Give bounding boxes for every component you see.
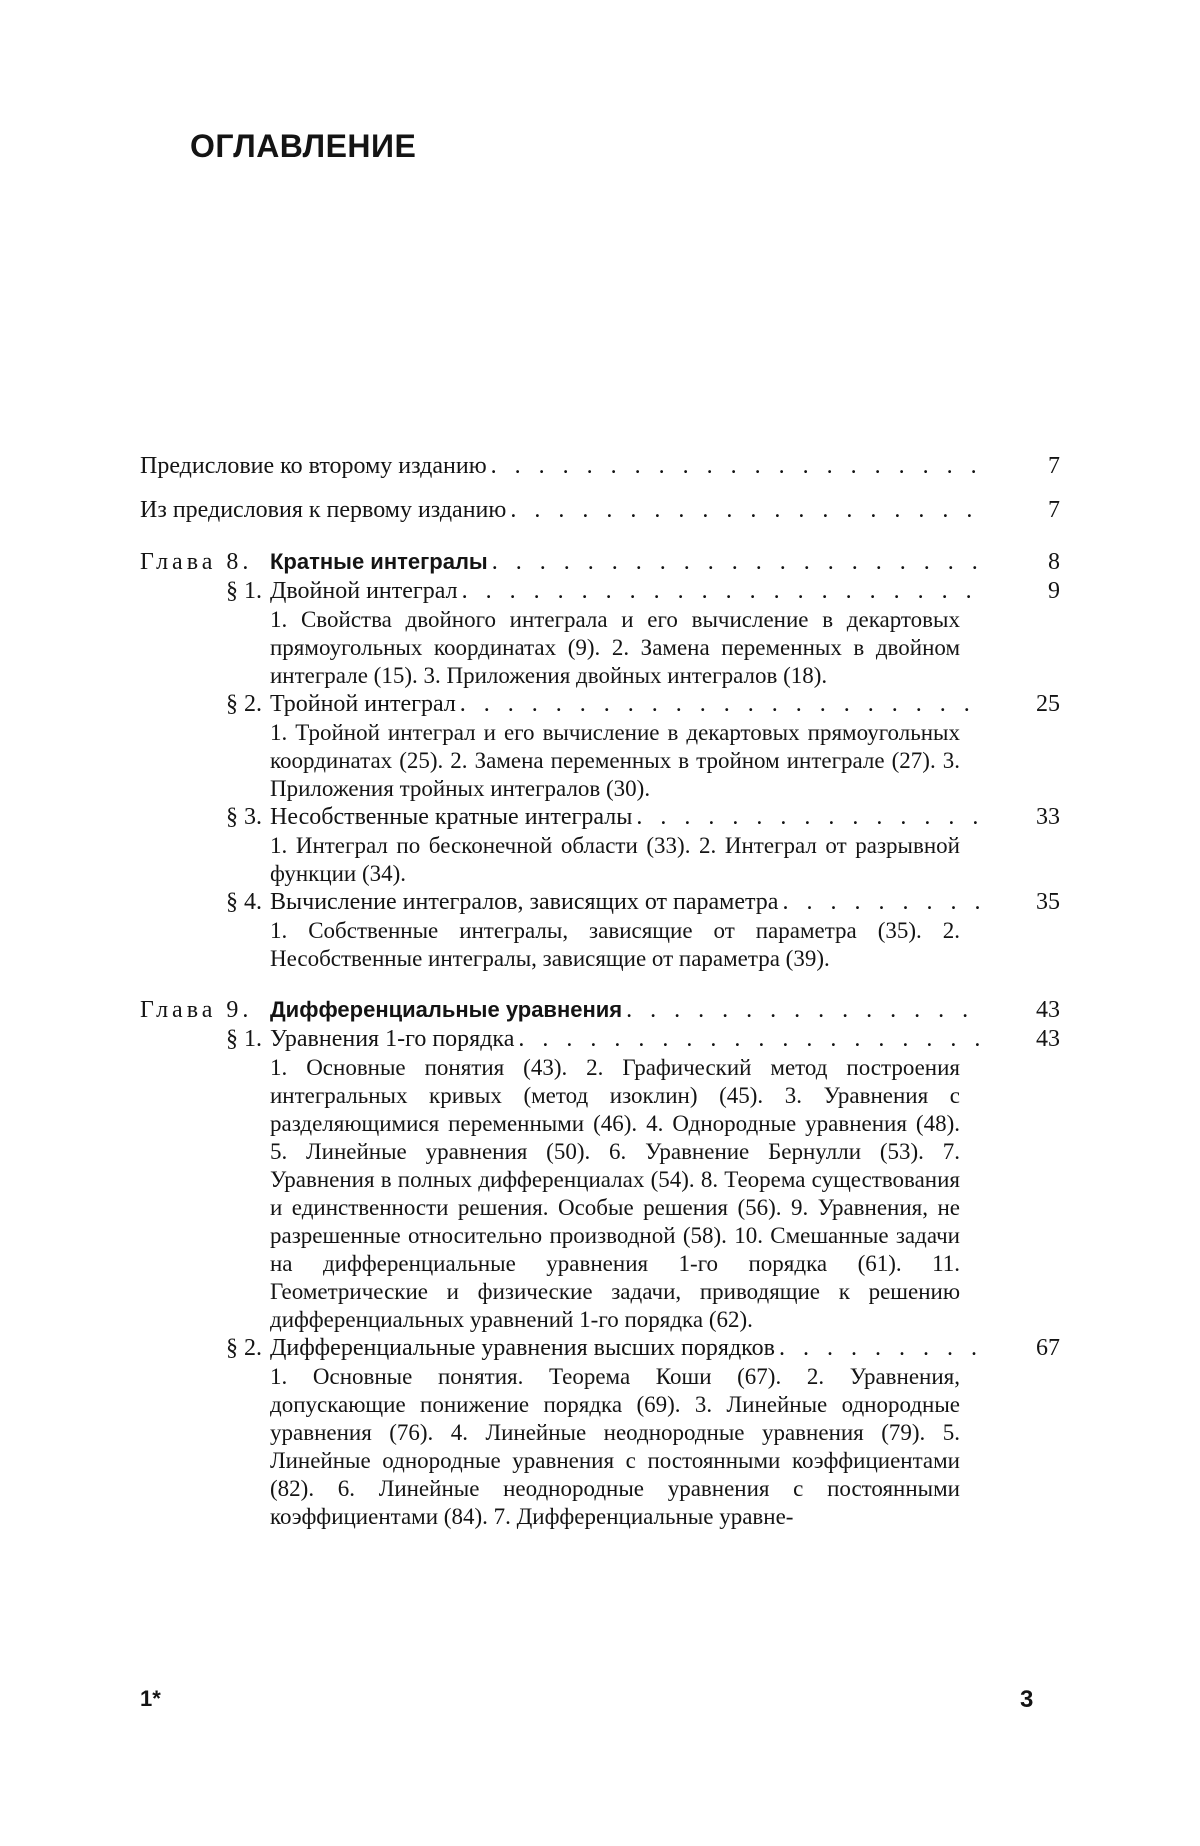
dot-leader [492,548,986,577]
toc-section-details [140,832,1060,888]
toc-section-details [140,917,1060,973]
toc-entry-page: 7 [1048,453,1060,479]
dot-leader [518,1025,986,1054]
toc-entry-page: 25 [1036,691,1060,717]
dot-leader [782,888,986,917]
toc-section-details-text: 1. Тройной интеграл и его вычисление в декартовых прямоугольных координатах (25). 2. Замена переменных в тройном интеграле (27). 3. Приложения тройных интегралов (30). [270,720,960,801]
toc-entry-title: Тройной интеграл [270,691,456,717]
toc-entry-title: Дифференциальные уравнения [270,997,623,1022]
toc-section-8-1 [140,577,1060,606]
toc-entry-page: 67 [1036,1335,1060,1361]
toc-entry-page: 35 [1036,889,1060,915]
toc-entry-title: Предисловие ко второму изданию [140,453,487,479]
toc-section-details-text: 1. Свойства двойного интеграла и его вычисление в декартовых прямоугольных координатах (9). 2. Замена переменных в двойном интеграле (15). 3. Приложения двойных интегралов (18). [270,607,960,688]
toc-entry-preface-first [140,496,1060,525]
toc-section-9-2 [140,1334,1060,1363]
dot-leader [460,690,986,719]
toc-section-label: § 2. [226,691,262,717]
toc-entry-page: 43 [1036,1026,1060,1052]
signature-mark: 1* [140,1686,161,1711]
toc-chapter-label: Глава 8. [140,549,253,575]
page-title: ОГЛАВЛЕНИЕ [190,128,417,164]
toc-section-label: § 3. [226,804,262,830]
toc-section-details-text: 1. Основные понятия. Теорема Коши (67). 2. Уравнения, допускающие понижение порядка (69). 3. Линейные однородные уравнения (76). 4. Линейные неоднородные уравнения (79). 5. Линейные однородные уравнения с постоянными коэффициентами (82). 6. Линейные неоднородные уравнения с постоянными коэффициентами (84). 7. Дифференциальные уравне- [270,1364,960,1529]
toc-section-details [140,606,1060,690]
toc-entry-page: 43 [1036,997,1060,1023]
toc-section-details-text: 1. Основные понятия (43). 2. Графический метод построения интегральных кривых (метод изоклин) (45). 3. Уравнения с разделяющимися переменными (46). 4. Однородные уравнения (48). 5. Линейные уравнения (50). 6. Уравнение Бернулли (53). 7. Уравнения в полных дифференциалах (54). 8. Теорема существования и единственности решения. Особые решения (56). 9. Уравнения, не разрешенные относительно производной (58). 10. Смешанные задачи на дифференциальные уравнения 1-го порядка (61). 11. Геометрические и физические задачи, приводящие к решению дифференциальных уравнений 1-го порядка (62). [270,1055,960,1332]
toc-entry-page: 33 [1036,804,1060,830]
toc-section-details-text: 1. Интеграл по бесконечной области (33). 2. Интеграл от разрывной функции (34). [270,833,960,886]
toc-section-8-3 [140,803,1060,832]
toc-section-8-4 [140,888,1060,917]
toc-entry-title: Вычисление интегралов, зависящих от параметра [270,889,779,915]
toc-entry-page: 8 [1048,549,1060,575]
toc-section-label: § 4. [226,889,262,915]
dot-leader [779,1334,986,1363]
toc-entry-title: Уравнения 1-го порядка [270,1026,515,1052]
table-of-contents [140,452,1060,1531]
toc-entry-page: 7 [1048,497,1060,523]
toc-entry-page: 9 [1048,578,1060,604]
dot-leader [491,452,986,481]
toc-entry-title: Двойной интеграл [270,578,458,604]
toc-entry-preface-second [140,452,1060,481]
toc-section-label: § 1. [226,578,262,604]
dot-leader [462,577,986,606]
dot-leader [626,996,986,1025]
dot-leader [636,803,986,832]
toc-chapter-label: Глава 9. [140,997,253,1023]
toc-section-details-text: 1. Собственные интегралы, зависящие от параметра (35). 2. Несобственные интегралы, зависящие от параметра (39). [270,918,960,971]
dot-leader [510,496,986,525]
page-number: 3 [1020,1686,1034,1713]
toc-section-8-2 [140,690,1060,719]
toc-section-label: § 2. [226,1335,262,1361]
toc-chapter-8 [140,547,1060,577]
toc-section-details [140,719,1060,803]
toc-entry-title: Из предисловия к первому изданию [140,497,507,523]
toc-section-details [140,1363,1060,1531]
toc-section-9-1 [140,1025,1060,1054]
toc-entry-title: Дифференциальные уравнения высших порядков [270,1335,775,1361]
toc-entry-title: Кратные интегралы [270,549,488,574]
toc-chapter-9 [140,995,1060,1025]
toc-section-label: § 1. [226,1026,262,1052]
toc-entry-title: Несобственные кратные интегралы [270,804,633,830]
toc-section-details [140,1054,1060,1334]
